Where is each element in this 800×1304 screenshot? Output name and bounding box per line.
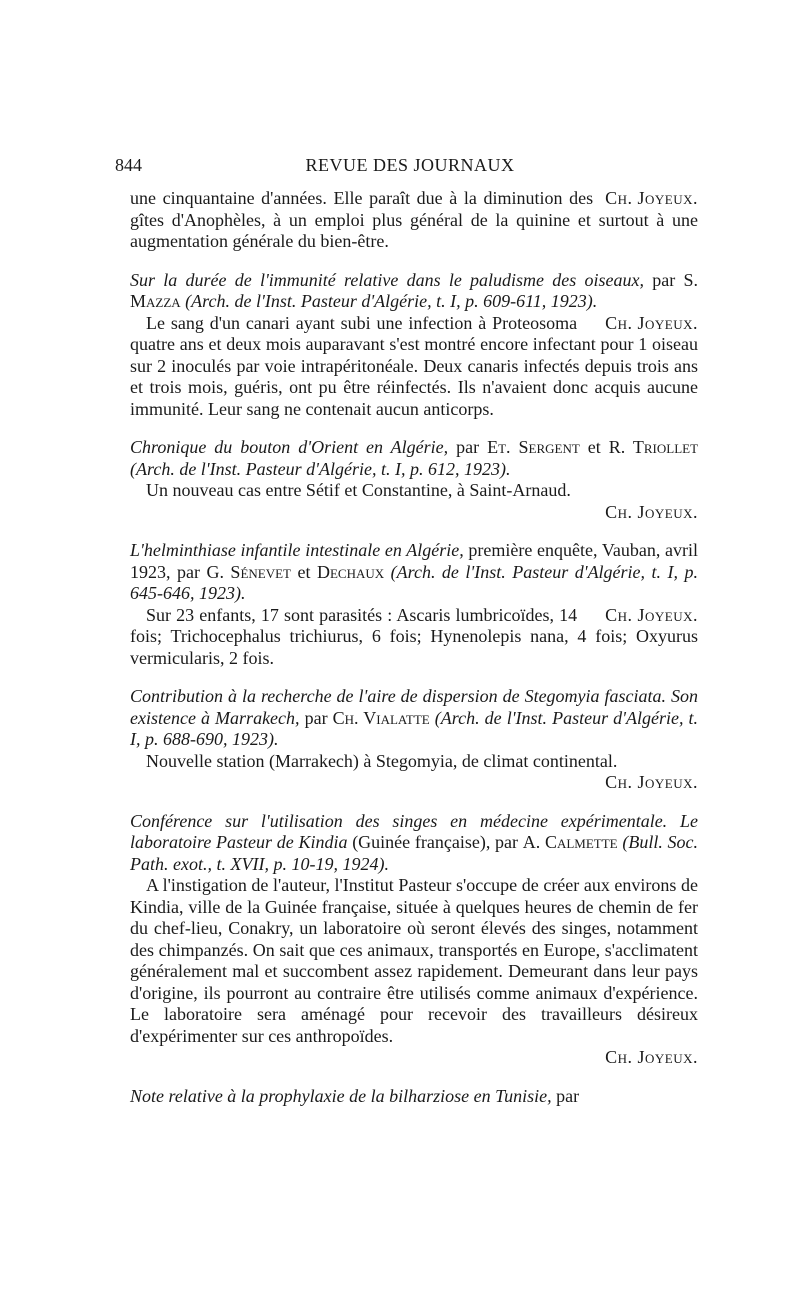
article-body: Ch. Joyeux. Sur 23 enfants, 17 sont parasités : Ascaris lumbricoïdes, 14 fois; Trichocephalus trichiurus, 6 fois; Hynenolepis nana, 4 fois; Oxyurus vermicularis, 2 fois.	[130, 604, 698, 668]
article-author: S. Mazza	[130, 269, 699, 311]
article-helminthiase	[130, 540, 698, 669]
article-signature: Ch. Joyeux.	[605, 772, 698, 792]
article-continuation	[130, 188, 698, 253]
article-title: Sur la durée de l'immunité relative dans le paludisme des oiseaux, par S. Mazza (Arch. de l'Inst. Pasteur d'Algérie, t. I, p. 609-611, 1923).	[130, 269, 699, 311]
article-body: A l'instigation de l'auteur, l'Institut Pasteur s'occupe de créer aux environs de Kindia, ville de la Guinée française, située à quelques heures de chemin de fer du chef-lieu, Conakry, un laboratoire où seront élevés des singes, notamment des chimpanzés. On sait que ces animaux, transportés en Europe, s'acclimatent généralement mal et succombent assez rapidement. Demeurant dans leur pays d'origine, ils pourront au contraire être utilisés comme animaux d'expérience. Le laboratoire sera aménagé pour recevoir des travailleurs désireux d'expérimenter sur ces anthropoïdes.	[130, 875, 698, 1046]
article-immunite-paludisme	[130, 270, 698, 421]
article-signature: Ch. Joyeux.	[605, 1047, 698, 1067]
article-source: (Arch. de l'Inst. Pasteur d'Algérie, t. I, p. 688-690, 1923).	[130, 707, 699, 749]
article-source: (Arch. de l'Inst. Pasteur d'Algérie, t. I, p. 609-611, 1923).	[185, 291, 598, 311]
running-head: REVUE DES JOURNAUX	[305, 155, 515, 175]
article-stegomyia	[130, 686, 698, 794]
article-singes-kindia	[130, 811, 698, 1069]
article-author-2: R. Triollet	[608, 437, 699, 457]
article-signature: Ch. Joyeux.	[605, 604, 698, 625]
article-title: Note relative à la prophylaxie de la bilharziose en Tunisie, par	[130, 1085, 580, 1106]
article-source: (Arch. de l'Inst. Pasteur d'Algérie, t. I, p. 645-646, 1923).	[130, 561, 698, 603]
article-body: Un nouveau cas entre Sétif et Constantine, à Saint-Arnaud.	[146, 480, 571, 500]
article-title: L'helminthiase infantile intestinale en Algérie, première enquête, Vauban, avril 1923, par G. Sénevet et Dechaux (Arch. de l'Inst. Pasteur d'Algérie, t. I, p. 645-646, 1923).	[130, 540, 698, 603]
article-source: (Bull. Soc. Path. exot., t. XVII, p. 10-19, 1924).	[130, 832, 699, 874]
article-author: Et. Sergent	[487, 437, 580, 457]
article-title: Chronique du bouton d'Orient en Algérie, par Et. Sergent et R. Triollet (Arch. de l'Inst. Pasteur d'Algérie, t. I, p. 612, 1923).	[130, 437, 699, 479]
article-author: A. Calmette	[522, 832, 618, 852]
article-title: Contribution à la recherche de l'aire de dispersion de Stegomyia fasciata. Son existence à Marrakech, par Ch. Vialatte (Arch. de l'Inst. Pasteur d'Algérie, t. I, p. 688-690, 1923).	[130, 686, 699, 749]
article-bilharziose	[130, 1086, 698, 1108]
page-header	[115, 155, 705, 181]
article-body: Nouvelle station (Marrakech) à Stegomyia, de climat continental.	[146, 750, 618, 771]
page-content	[130, 188, 698, 1107]
article-title: Conférence sur l'utilisation des singes en médecine expérimentale. Le laboratoire Pasteur de Kindia (Guinée française), par A. Calmette (Bull. Soc. Path. exot., t. XVII, p. 10-19, 1924).	[130, 810, 699, 874]
article-signature: Ch. Joyeux.	[605, 501, 698, 522]
article-source: (Arch. de l'Inst. Pasteur d'Algérie, t. I, p. 612, 1923).	[130, 458, 511, 479]
article-body: Ch. Joyeux. Le sang d'un canari ayant subi une infection à Proteosoma quatre ans et deux mois auparavant s'est montré encore infectant pour 1 oiseau sur 2 inoculés par voie intrapéritonéale. Deux canaris infectés depuis trois ans et trois mois, guéris, ont pu être réinfectés. Ils n'avaient donc acquis aucune immunité. Leur sang ne contenait aucun anticorps.	[130, 312, 698, 419]
article-bouton-orient	[130, 437, 698, 523]
article-author: G. Sénevet	[206, 561, 291, 582]
page-number: 844	[115, 155, 142, 175]
article-author-2: Dechaux	[316, 561, 385, 582]
article-signature: Ch. Joyeux.	[605, 188, 698, 208]
continuation-text: Ch. Joyeux. une cinquantaine d'années. Elle paraît due à la diminution des gîtes d'Anophèles, à un emploi plus général de la quinine et surtout à une augmentation générale du bien-être.	[130, 188, 698, 251]
article-signature: Ch. Joyeux.	[605, 312, 698, 333]
article-author: Ch. Vialatte	[332, 707, 430, 728]
